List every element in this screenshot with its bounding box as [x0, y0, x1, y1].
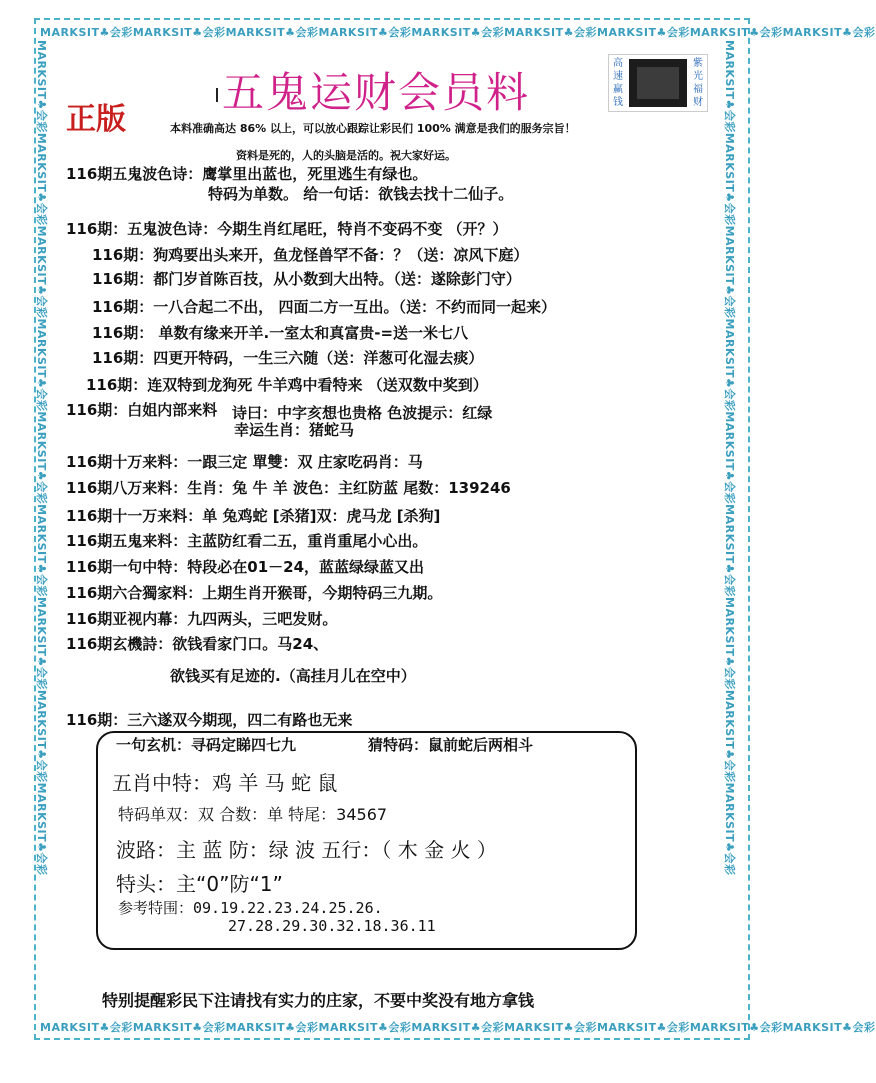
border-watermark-bottom: MARKSIT♣会彩MARKSIT♣会彩MARKSIT♣会彩MARKSIT♣会彩MARKSIT♣会彩MARKSIT♣会彩MARKSIT♣会彩MARKSIT♣会彩MARKSIT♣会彩 [40, 1021, 876, 1034]
period-line-8: 116期：连双特到龙狗死 牛羊鸡中看特来 （送双数中奖到） [86, 376, 488, 394]
period-line-9b: 诗曰：中字亥想也贵格 色波提示：红绿 [232, 404, 493, 422]
border-watermark-top: MARKSIT♣会彩MARKSIT♣会彩MARKSIT♣会彩MARKSIT♣会彩MARKSIT♣会彩MARKSIT♣会彩MARKSIT♣会彩MARKSIT♣会彩MARKSIT♣会彩 [40, 26, 876, 39]
intro-line-1: 本料准确高达 86% 以上，可以放心跟踪让彩民们 100% 满意是我们的服务宗旨！ [170, 122, 576, 135]
period-line-13: 116期五鬼来料：主蓝防红看二五，重肖重尾小心出。 [66, 532, 428, 550]
box-reference-range-2: 27.28.29.30.32.18.36.11 [228, 917, 436, 935]
period-line-5: 116期：一八合起二不出， 四面二方一互出。（送：不约而同一起来） [92, 298, 557, 316]
period-line-4: 116期：都门岁首陈百技，从小数到大出特。（送：遂除彭门守） [92, 270, 521, 288]
qr-code-block [608, 54, 708, 112]
period-line-9: 116期：白姐内部来料 [66, 401, 218, 419]
box-special-head: 特头：主“0”防“1” [116, 872, 283, 896]
border-watermark-right: MARKSIT♣会彩MARKSIT♣会彩MARKSIT♣会彩MARKSIT♣会彩MARKSIT♣会彩MARKSIT♣会彩MARKSIT♣会彩MARKSIT♣会彩MARKSIT♣会彩 [723, 40, 736, 876]
period-line-6: 116期： 单数有缘来开羊.一室太和真富贵-=送一米七八 [92, 324, 469, 342]
title-bar [216, 88, 218, 102]
qr-code-icon [629, 59, 687, 107]
period-line-14: 116期一句中特：特段必在01－24，蓝蓝绿绿蓝又出 [66, 558, 425, 576]
box-wave-path: 波路：主 蓝 防：绿 波 五行：（ 木 金 火 ） [116, 838, 497, 862]
box-riddle: 一句玄机：寻码定睇四七九 [116, 736, 297, 754]
page-title: 五鬼运财会员料 [222, 68, 531, 117]
period-line-17: 116期玄機詩：欲钱看家门口。马24、 [66, 635, 329, 653]
period-line-17b: 欲钱买有足迹的.（高挂月儿在空中） [170, 667, 416, 685]
qr-left-caption: 高速赢钱 [613, 58, 623, 108]
period-line-11: 116期八万来料：生肖：兔 牛 羊 波色：主红防蓝 尾数：139246 [66, 479, 511, 497]
bottom-reminder: 特别提醒彩民下注请找有实力的庄家，不要中奖没有地方拿钱 [102, 991, 535, 1010]
period-line-9c: 幸运生肖：猪蛇马 [234, 421, 355, 439]
intro-line-2: 资料是死的，人的头脑是活的。祝大家好运。 [236, 149, 456, 162]
box-five-zodiac: 五肖中特：鸡 羊 马 蛇 鼠 [112, 771, 338, 795]
box-odd-even: 特码单双：双 合数：单 特尾：34567 [118, 805, 388, 824]
qr-right-caption: 紫光福财 [693, 58, 703, 108]
period-line-18: 116期：三六遂双今期现，四二有路也无来 [66, 711, 353, 729]
period-line-16: 116期亚视内幕：九四两头，三吧发财。 [66, 610, 338, 628]
period-line-1b: 特码为单数。 给一句话：欲钱去找十二仙子。 [208, 185, 514, 203]
box-reference-range: 参考特围：09.19.22.23.24.25.26. [118, 899, 383, 917]
period-line-12: 116期十一万来料：单 兔鸡蛇 [杀猪]双：虎马龙 [杀狗] [66, 507, 441, 525]
period-line-3: 116期：狗鸡要出头来开，鱼龙怪兽罕不备：？（送：凉风下庭） [92, 246, 529, 264]
period-line-2: 116期：五鬼波色诗：今期生肖红尾旺，特肖不变码不变 （开？） [66, 220, 508, 238]
period-line-7: 116期：四更开特码，一生三六随（送：洋葱可化湿去痰） [92, 349, 484, 367]
authentic-badge: 正版 [66, 102, 126, 137]
box-guess-code: 猜特码：鼠前蛇后两相斗 [368, 736, 534, 754]
period-line-1: 116期五鬼波色诗：鹰掌里出蓝也，死里逃生有绿也。 [66, 165, 428, 183]
period-line-10: 116期十万来料：一跟三定 單雙：双 庄家吃码肖：马 [66, 453, 423, 471]
period-line-15: 116期六合獨家料：上期生肖开猴哥，今期特码三九期。 [66, 584, 443, 602]
border-watermark-left: MARKSIT♣会彩MARKSIT♣会彩MARKSIT♣会彩MARKSIT♣会彩MARKSIT♣会彩MARKSIT♣会彩MARKSIT♣会彩MARKSIT♣会彩MARKSIT♣会彩 [35, 40, 48, 876]
